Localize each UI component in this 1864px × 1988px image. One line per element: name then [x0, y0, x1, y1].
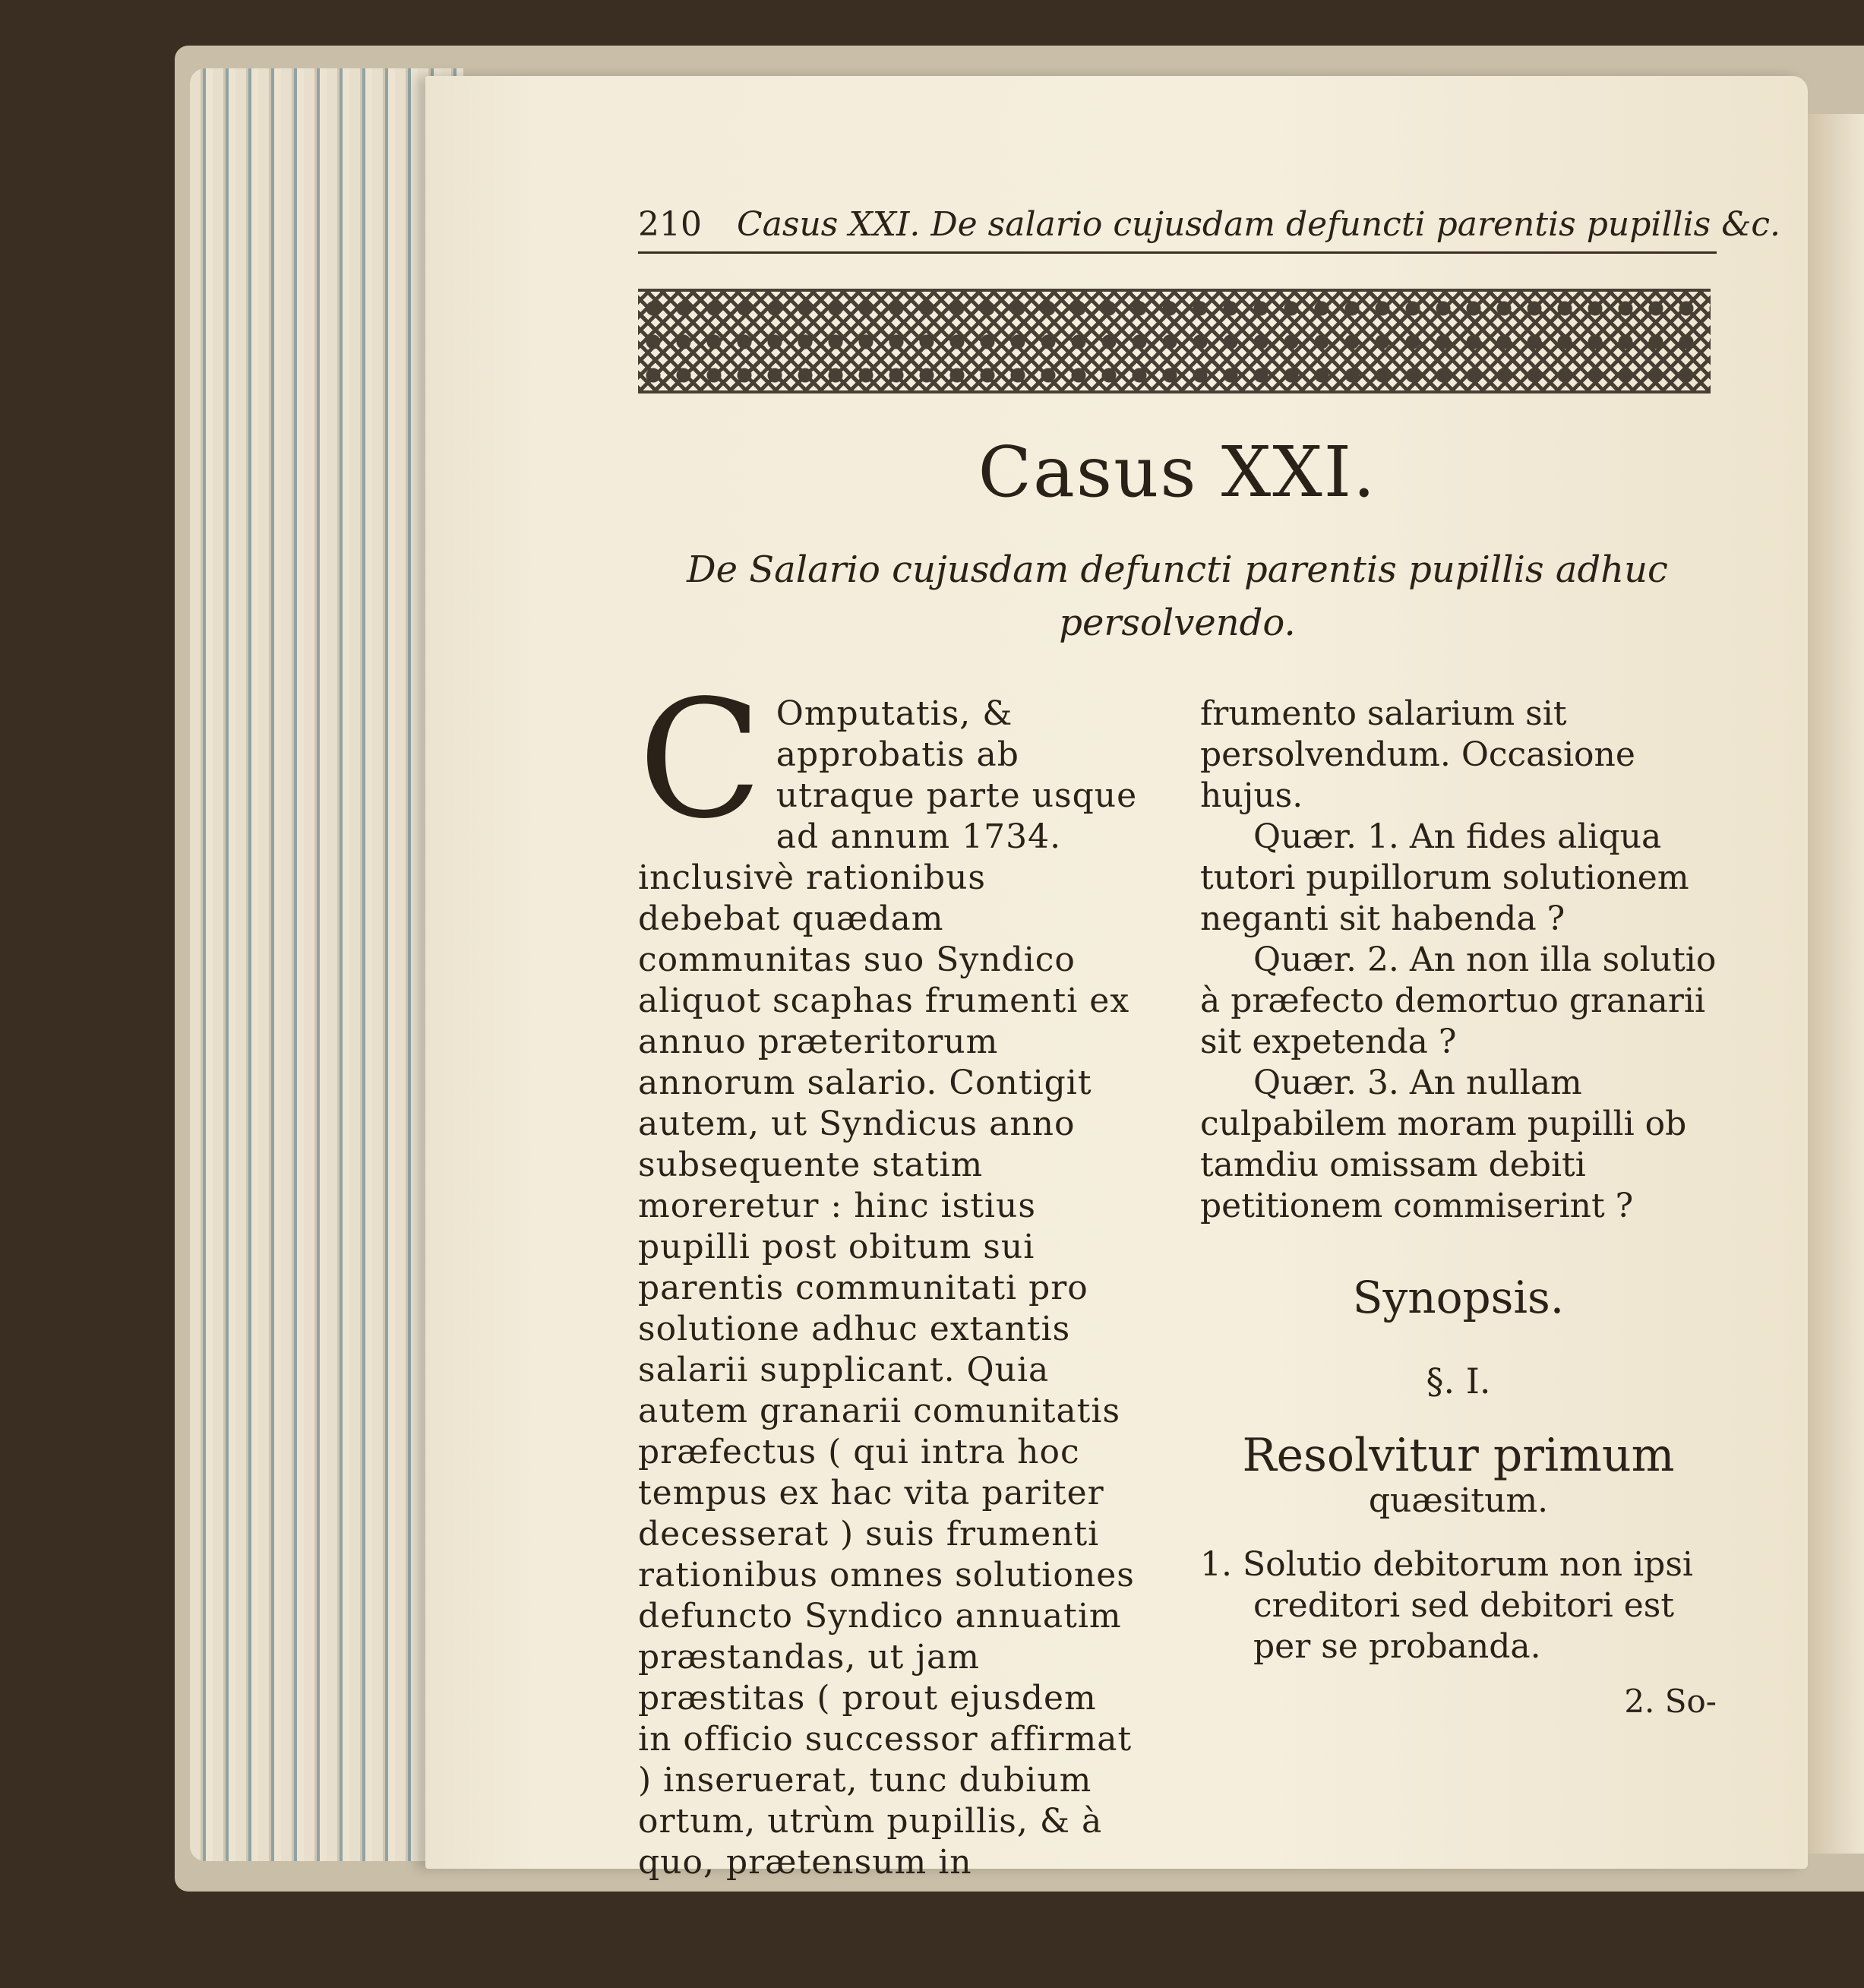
continuation-text: frumento salarium sit persolvendum. Occasione hujus.: [1200, 694, 1635, 815]
drop-cap: C: [638, 665, 763, 855]
resolution-subheading: quæsitum.: [1368, 1481, 1549, 1520]
two-column-body: [638, 665, 1717, 1883]
right-column: [1200, 694, 1717, 1883]
decorative-ornament-band: [638, 289, 1711, 393]
page-number: 210: [638, 205, 702, 244]
running-title: Casus XXI. De salario cujusdam defuncti parentis pupillis &c.: [736, 205, 1781, 244]
catchword: 2. So-: [1624, 1683, 1717, 1720]
page-content: [638, 205, 1781, 1883]
case-subtitle: De Salario cujusdam defuncti parentis pupillis adhuc persolvendo.: [687, 548, 1668, 644]
question-2: Quær. 2. An non illa solutio à præfecto demortuo granarii sit expetenda ?: [1200, 940, 1717, 1061]
left-column: [638, 665, 1139, 1883]
facing-page-edge: [1800, 114, 1864, 1854]
left-column-text: Omputatis, & approbatis ab utraque parte usque ad annum 1734. inclusivè rationibus debebat quædam communitas suo Syndico aliquot scaphas frumenti ex annuo præteritorum annorum salario. Contigit autem, ut Syndicus anno subsequente statim moreretur : hinc istius pupilli post obitum sui parentis communitati pro solutione adhuc extantis salarii supplicant. Quia autem granarii comunitatis præfectus ( qui intra hoc tempus ex hac vita pariter decesserat ) suis frumenti rationibus omnes solutiones defuncto Syndico annuatim præstandas, ut jam præstitas ( prout ejusdem in officio successor affirmat ) inseruerat, tunc dubium ortum, utrùm pupillis, & à quo, prætensum in: [638, 694, 1138, 1882]
synopsis-heading: Synopsis.: [1352, 1272, 1565, 1323]
question-1: Quær. 1. An fides aliqua tutori pupillorum solutionem neganti sit habenda ?: [1200, 817, 1689, 938]
running-header: [638, 205, 1781, 254]
case-title: Casus XXI.: [978, 431, 1377, 513]
point-1: 1. Solutio debitorum non ipsi creditori sed debitori est per se probanda.: [1200, 1545, 1693, 1666]
section-mark: §. I.: [1426, 1361, 1491, 1402]
question-3: Quær. 3. An nullam culpabilem moram pupilli ob tamdiu omissam debiti petitionem commiserint ?: [1200, 1064, 1687, 1225]
resolution-heading: Resolvitur primum: [1242, 1429, 1675, 1482]
